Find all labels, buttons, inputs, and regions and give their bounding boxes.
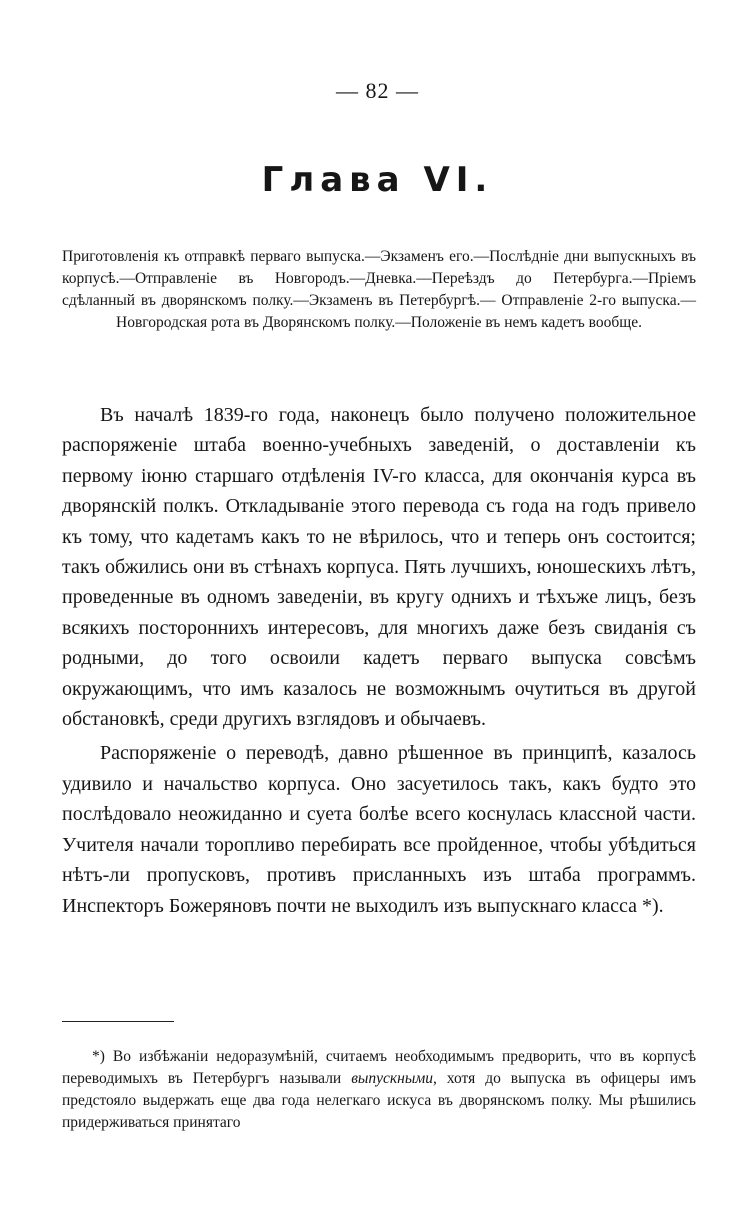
chapter-title: Глава VI. (261, 160, 494, 200)
main-text (62, 400, 696, 921)
footnote-text-end: , хотя до выпуска въ офицеры имъ предстояло выдержать еще два года нелегкаго искуса въ дворянскомъ полку. Мы рѣшились придерживаться принятаго (62, 1070, 696, 1131)
footnote-divider (62, 1021, 174, 1022)
page-number: — 82 — (336, 78, 419, 103)
footnote (62, 1046, 696, 1134)
paragraph-2: Распоряженіе о переводѣ, давно рѣшенное въ принципѣ, казалось удивило и начальство корпуса. Оно засуетилось такъ, какъ будто это послѣдовало неожиданно и суета болѣе всего коснулась классной части. Учителя начали торопливо перебирать все пройденное, чтобы убѣдиться нѣтъ-ли пропусковъ, противъ присланныхъ изъ штаба программъ. Инспекторъ Божеряновъ почти не выходилъ изъ выпускнаго класса *). (62, 742, 696, 917)
footnote-text-start: *) Во избѣжаніи недоразумѣній, считаемъ необходимымъ предворить, что въ корпусѣ переводимыхъ въ Петербургъ называли (62, 1048, 696, 1087)
chapter-summary: Приготовленія къ отправкѣ перваго выпуска.—Экзаменъ его.—Послѣдніе дни выпускныхъ въ корпусѣ.—Отправленіе въ Новгородъ.—Дневка.—Переѣздъ до Петербурга.—Пріемъ сдѣланный въ дворянскомъ полку.—Экзаменъ въ Петербургѣ.— Отправленіе 2-го выпуска.—Новгородская рота въ Дворянскомъ полку.—Положеніе въ немъ кадетъ вообще. (62, 248, 696, 331)
footnote-italic-term: выпускными (351, 1070, 434, 1087)
paragraph-1: Въ началѣ 1839-го года, наконецъ было получено положительное распоряженіе штаба военно-учебныхъ заведеній, о доставленіи къ первому іюню старшаго отдѣленія IV-го класса, для окончанія курса въ дворянскій полкъ. Откладываніе этого перевода съ года на годъ привело къ тому, что кадетамъ какъ то не вѣрилось, что и теперь онъ состоится; такъ обжились они въ стѣнахъ корпуса. Пять лучшихъ, юношескихъ лѣтъ, проведенные въ одномъ заведеніи, въ кругу однихъ и тѣхъже лицъ, безъ всякихъ постороннихъ интересовъ, для многихъ даже безъ свиданія съ родными, до того освоили кадетъ перваго выпуска совсѣмъ окружающимъ, что имъ казалось не возможнымъ очутиться въ другой обстановкѣ, среди другихъ взглядовъ и обычаевъ. (62, 404, 696, 731)
